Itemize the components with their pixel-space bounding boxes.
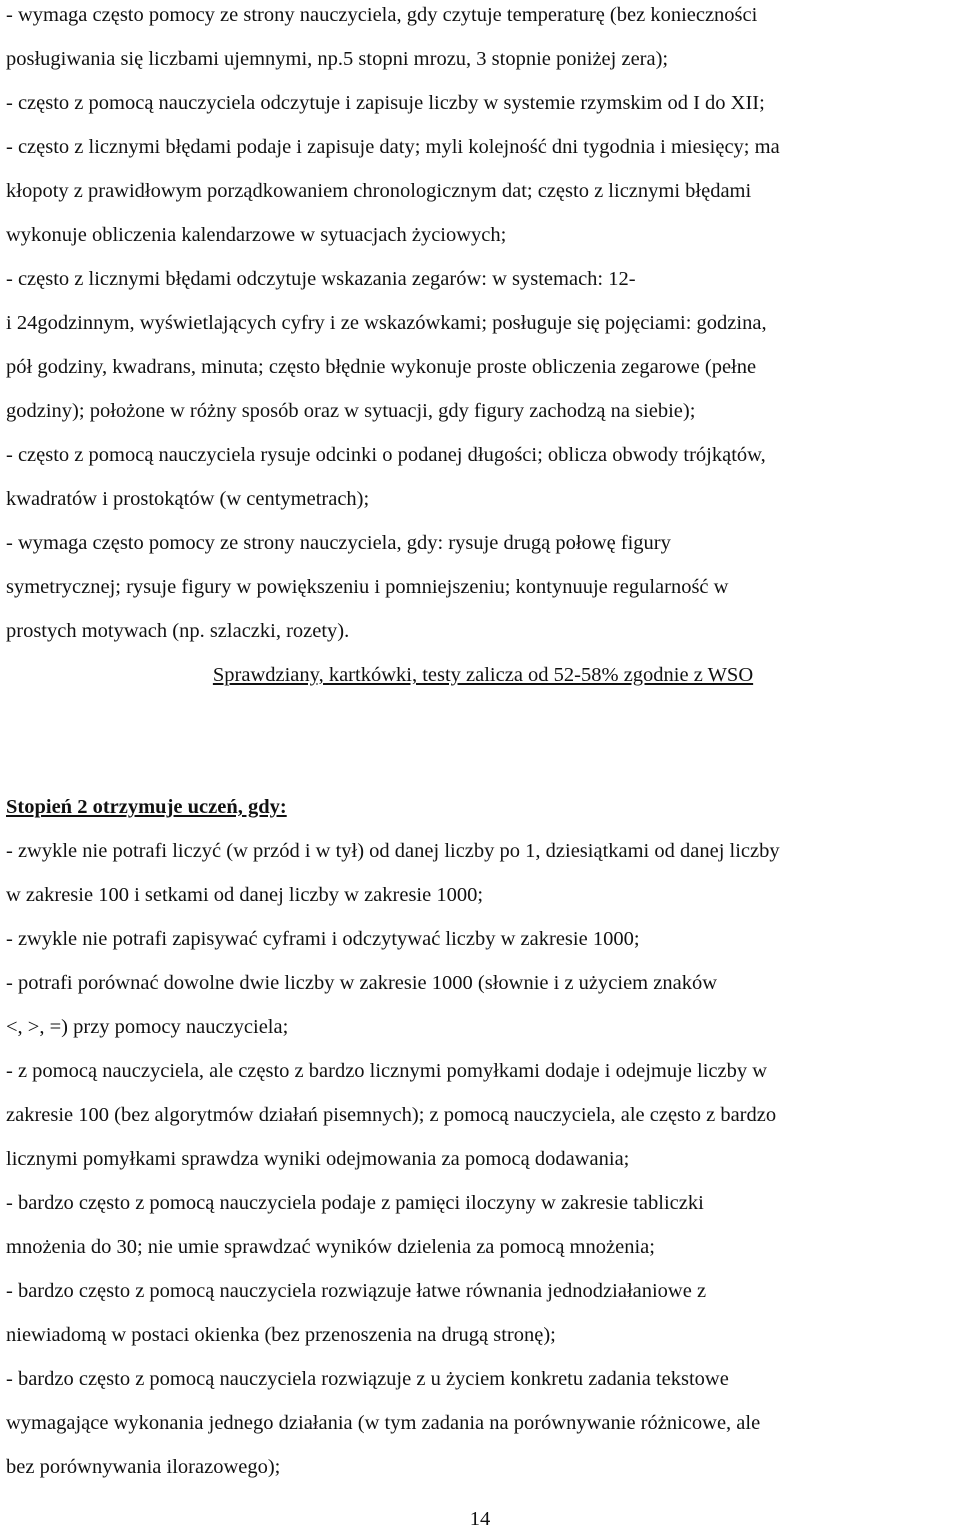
- text-line: pół godziny, kwadrans, minuta; często błędnie wykonuje proste obliczenia zegarowe (pełne: [6, 356, 757, 378]
- text-line: zakresie 100 (bez algorytmów działań pisemnych); z pomocą nauczyciela, ale często z bardzo: [6, 1104, 777, 1126]
- page-number: 14: [469, 1508, 491, 1530]
- text-line: - zwykle nie potrafi zapisywać cyframi i odczytywać liczby w zakresie 1000;: [6, 928, 640, 950]
- text-line: - często z pomocą nauczyciela odczytuje i zapisuje liczby w systemie rzymskim od I do XII;: [6, 92, 765, 114]
- text-line: posługiwania się liczbami ujemnymi, np.5 stopni mrozu, 3 stopnie poniżej zera);: [6, 48, 669, 70]
- text-line: <, >, =) przy pomocy nauczyciela;: [6, 1016, 289, 1038]
- text-line: - często z licznymi błędami odczytuje wskazania zegarów: w systemach: 12-: [6, 268, 636, 290]
- text-line: godziny); położone w różny sposób oraz w sytuacji, gdy figury zachodzą na siebie);: [6, 400, 696, 422]
- blank-line: [6, 741, 960, 785]
- text-line: prostych motywach (np. szlaczki, rozety).: [6, 620, 350, 642]
- text-line: kłopoty z prawidłowym porządkowaniem chronologicznym dat; często z licznymi błędami: [6, 180, 752, 202]
- text-line: wymagające wykonania jednego działania (w tym zadania na porównywanie różnicowe, ale: [6, 1412, 761, 1434]
- text-line: symetrycznej; rysuje figury w powiększeniu i pomniejszeniu; kontynuuje regularność w: [6, 576, 729, 598]
- document-body: [6, 0, 960, 1489]
- text-line: mnożenia do 30; nie umie sprawdzać wyników dzielenia za pomocą mnożenia;: [6, 1236, 655, 1258]
- text-line: - często z licznymi błędami podaje i zapisuje daty; myli kolejność dni tygodnia i miesięcy; ma: [6, 136, 780, 158]
- text-line: kwadratów i prostokątów (w centymetrach);: [6, 488, 370, 510]
- grading-summary: Sprawdziany, kartkówki, testy zalicza od 52-58% zgodnie z WSO: [212, 664, 754, 686]
- blank-line: [6, 697, 960, 741]
- text-line: - potrafi porównać dowolne dwie liczby w zakresie 1000 (słownie i z użyciem znaków: [6, 972, 717, 994]
- text-line: i 24godzinnym, wyświetlających cyfry i ze wskazówkami; posługuje się pojęciami: godzina,: [6, 312, 767, 334]
- text-line: niewiadomą w postaci okienka (bez przenoszenia na drugą stronę);: [6, 1324, 556, 1346]
- text-line: - wymaga często pomocy ze strony nauczyciela, gdy: rysuje drugą połowę figury: [6, 532, 671, 554]
- text-line: bez porównywania ilorazowego);: [6, 1456, 281, 1478]
- text-line: w zakresie 100 i setkami od danej liczby w zakresie 1000;: [6, 884, 484, 906]
- text-line: - wymaga często pomocy ze strony nauczyciela, gdy czytuje temperaturę (bez konieczności: [6, 4, 758, 26]
- text-line: - z pomocą nauczyciela, ale często z bardzo licznymi pomyłkami dodaje i odejmuje liczby w: [6, 1060, 768, 1082]
- text-line: wykonuje obliczenia kalendarzowe w sytuacjach życiowych;: [6, 224, 507, 246]
- text-line: - często z pomocą nauczyciela rysuje odcinki o podanej długości; oblicza obwody trójkątów,: [6, 444, 766, 466]
- text-line: - bardzo często z pomocą nauczyciela podaje z pamięci iloczyny w zakresie tabliczki: [6, 1192, 704, 1214]
- text-line: licznymi pomyłkami sprawdza wyniki odejmowania za pomocą dodawania;: [6, 1148, 630, 1170]
- text-line: - zwykle nie potrafi liczyć (w przód i w tył) od danej liczby po 1, dziesiątkami od danej liczby: [6, 840, 780, 862]
- text-line: - bardzo często z pomocą nauczyciela rozwiązuje łatwe równania jednodziałaniowe z: [6, 1280, 707, 1302]
- section-heading: Stopień 2 otrzymuje uczeń, gdy:: [6, 796, 287, 818]
- text-line: - bardzo często z pomocą nauczyciela rozwiązuje z u życiem konkretu zadania tekstowe: [6, 1368, 729, 1390]
